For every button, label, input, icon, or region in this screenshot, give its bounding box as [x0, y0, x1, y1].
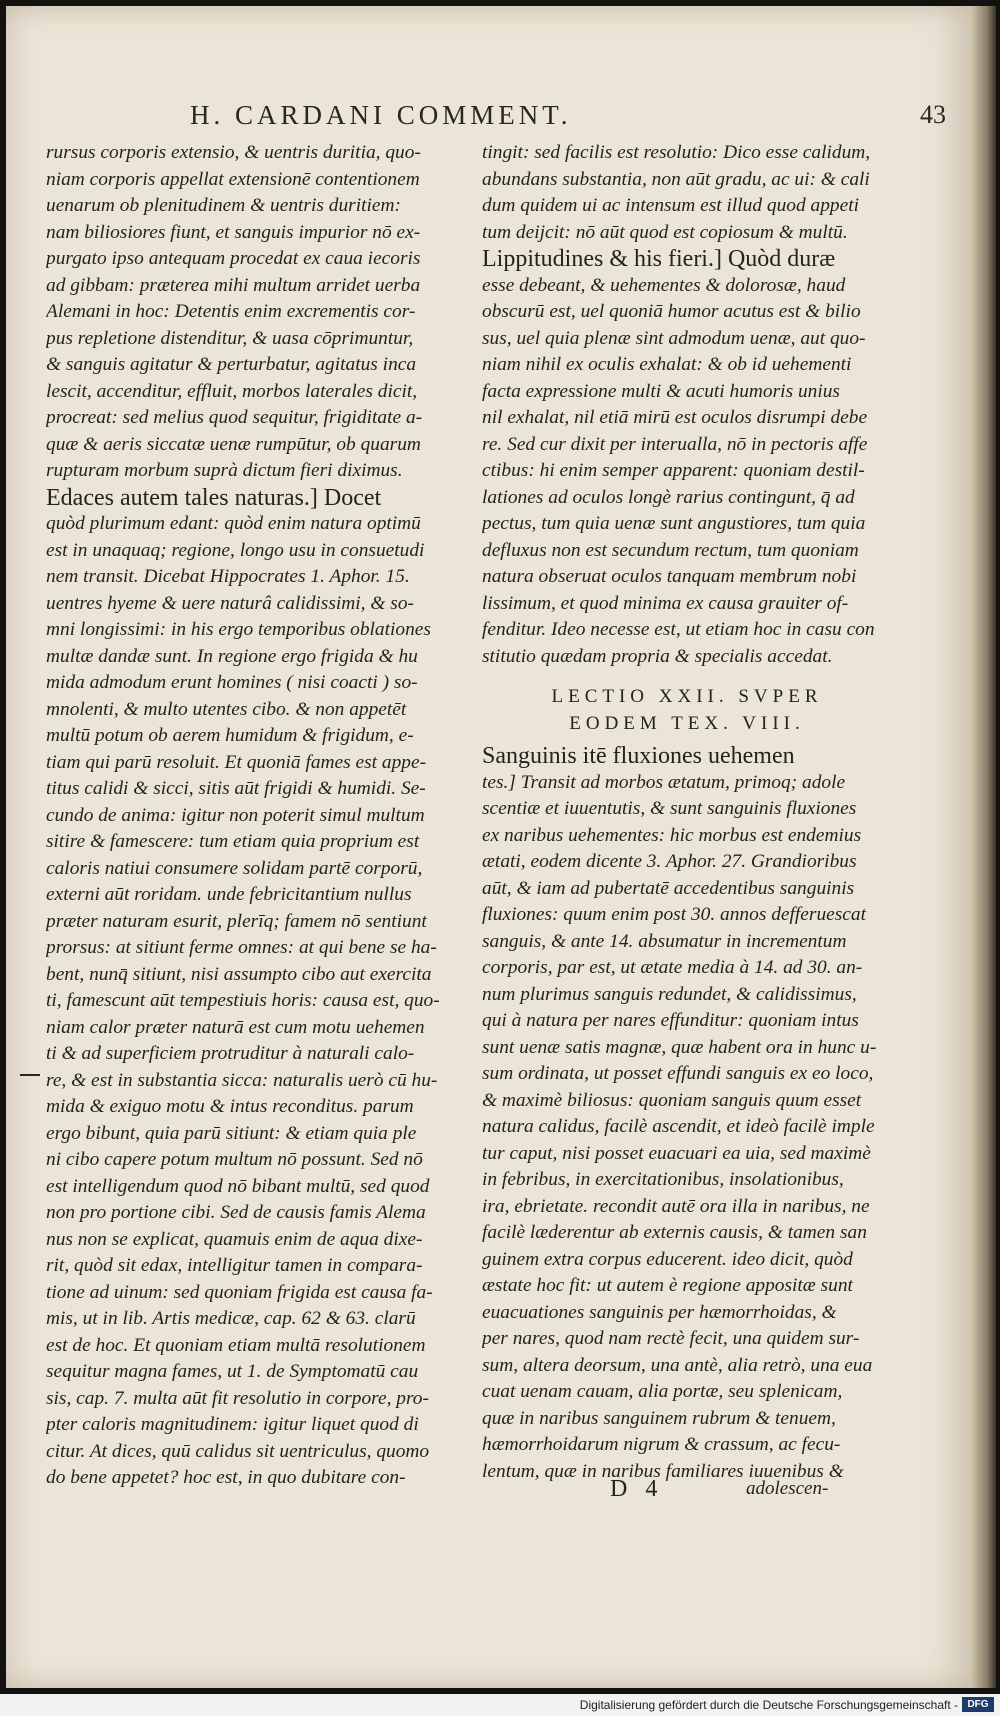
text-line: tiam qui parū resoluit. Et quoniā fames est appe- — [46, 751, 427, 773]
text-line: ex naribus uehementes: hic morbus est endemius — [482, 824, 862, 846]
text-line: euacuationes sanguinis per hæmorrhoidas, & — [482, 1301, 837, 1323]
text-line: niam calor præter naturā est cum motu uehemen — [46, 1016, 425, 1038]
text-line: pectus, tum quia uenæ sunt angustiores, tum quia — [482, 513, 866, 534]
text-line: citur. At dices, quū calidus sit uentriculus, quomo — [46, 1440, 430, 1462]
marginal-dash-mark — [20, 1074, 40, 1076]
text-line: nem transit. Dicebat Hippocrates 1. Aphor. 15. — [46, 566, 410, 587]
text-line: defluxus non est secundum rectum, tum quoniam — [482, 539, 859, 561]
dfg-logo: DFG — [962, 1697, 994, 1712]
text-line: lescit, accenditur, effluit, morbos laterales dicit, — [46, 380, 418, 402]
text-line: purgato ipso antequam procedat ex caua iecoris — [46, 248, 421, 269]
text-line: & maximè biliosus: quoniam sanguis quum esset — [482, 1089, 862, 1111]
text-line: tum deijcit: nō aūt quod est copiosum & multū. — [482, 221, 848, 243]
text-line: quæ & aeris siccatæ uenæ rumpūtur, ob quarum — [46, 433, 421, 455]
text-line: æstate hoc fit: ut autem è regione appositæ sunt — [482, 1275, 853, 1296]
text-line: caloris natiui consumere solidam partē corporū, — [46, 857, 423, 879]
signature-mark: D 4 — [610, 1476, 664, 1502]
text-line: ni cibo capere potum multum nō possunt. Sed nō — [46, 1149, 423, 1170]
text-line: mni longissimi: in his ergo temporibus oblationes — [46, 619, 431, 640]
text-line: cundo de anima: igitur non poterit simul multum — [46, 804, 425, 826]
text-line: ti, famescunt aūt tempestiuis horis: causa est, quo- — [46, 990, 440, 1011]
text-line: pus repletione distenditur, & uasa cōprimuntur, — [46, 327, 414, 349]
text-line: sum ordinata, ut posset effundi sanguis ex eo loco, — [482, 1063, 874, 1084]
text-line: sus, uel quia plenæ sint admodum uenæ, aut quo- — [482, 327, 866, 349]
catchword: adolescen- — [746, 1478, 829, 1499]
text-line: mnolenti, & multo utentes cibo. & non appetēt — [46, 698, 407, 720]
text-line: natura calidus, facilè ascendit, et ideò facilè imple — [482, 1116, 875, 1137]
text-line: ti & ad superficiem protruditur à naturali calo- — [46, 1043, 415, 1064]
text-line: tione ad uinum: sed quoniam frigida est causa fa- — [46, 1281, 433, 1303]
text-line: multæ dandæ sunt. In regione ergo frigida & hu — [46, 645, 418, 667]
lemma-sanguinis: Sanguinis itē fluxiones uehemen — [482, 743, 795, 769]
text-line: rupturam morbum suprà dictum fieri diximus. — [46, 460, 403, 481]
text-line: titus calidi & sicci, sitis aūt frigidi & humidi. Se- — [46, 778, 426, 799]
text-line: quòd plurimum edant: quòd enim natura optimū — [46, 513, 421, 534]
text-line: qui à natura per nares effunditur: quoniam intus — [482, 1010, 859, 1031]
text-line: mida & exiguo motu & intus reconditus. parum — [46, 1096, 414, 1117]
text-line: præter naturam esurit, plerīq; famem nō sentiunt — [46, 910, 427, 932]
text-line: mida admodum erunt homines ( nisi coacti ) so- — [46, 672, 418, 693]
text-line: nam biliosiores fiunt, et sanguis impurior nō ex- — [46, 221, 421, 243]
text-line: mis, ut in lib. Artis medicæ, cap. 62 & 63. clarū — [46, 1308, 416, 1329]
text-line: sis, cap. 7. multa aūt fit resolutio in corpore, pro- — [46, 1387, 429, 1409]
text-line: niam nihil ex oculis exhalat: & ob id uehementi — [482, 354, 852, 375]
text-line: rit, quòd sit edax, intelligitur tamen in compara- — [46, 1255, 423, 1276]
text-line: ad gibbam: præterea mihi multum arridet uerba — [46, 274, 421, 296]
text-line: nil exhalat, nil etiā mirū est oculos disrumpi debe — [482, 407, 868, 428]
text-line: uenarum ob plenitudinem & uentris duritiem: — [46, 195, 401, 216]
text-line: est in unaquaq; regione, longo usu in consuetudi — [46, 539, 425, 561]
text-line: externi aūt roridam. unde febricitantium nullus — [46, 884, 412, 905]
text-line: nus non se explicat, quamuis enim de aqua dixe- — [46, 1228, 423, 1250]
text-line: tur caput, nisi posset euacuari ea uia, sed maximè — [482, 1142, 871, 1164]
text-line: num plurimus sanguis redundet, & calidissimus, — [482, 983, 857, 1005]
text-line: rursus corporis extensio, & uentris duritia, quo- — [46, 142, 421, 163]
text-line: fluxiones: quum enim post 30. annos defferuescat — [482, 904, 866, 925]
text-line: tingit: sed facilis est resolutio: Dico esse calidum, — [482, 142, 871, 163]
text-line: non pro portione cibi. Sed de causis famis Alema — [46, 1202, 426, 1223]
text-line: natura obseruat oculos tanquam membrum nobi — [482, 566, 857, 587]
text-line: multū potum ob aerem humidum & frigidum, e- — [46, 725, 414, 746]
text-line: est intelligendum quod nō bibant multū, sed quod — [46, 1175, 430, 1197]
section-heading-line-2: EODEM TEX. VIII. — [569, 712, 805, 734]
text-line: uentres hyeme & uere naturâ calidissimi, & so- — [46, 592, 415, 614]
page-fore-edge — [972, 6, 996, 1688]
section-heading-line-1: LECTIO XXII. SVPER — [551, 686, 823, 707]
text-line: stitutio quædam propria & specialis accedat. — [482, 645, 833, 667]
text-line: lissimum, et quod minima ex causa grauiter of- — [482, 592, 849, 614]
text-line: procreat: sed melius quod sequitur, frigiditate a- — [46, 407, 423, 428]
text-line: esse debeant, & uehementes & dolorosæ, haud — [482, 274, 846, 296]
text-line: facilè læderentur ab externis causis, & tamen san — [482, 1222, 867, 1243]
text-line: pter caloris magnitudinem: igitur liquet quod di — [46, 1414, 419, 1435]
text-line: abundans substantia, non aūt gradu, ac ui: & cali — [482, 168, 870, 190]
text-line: prorsus: at sitiunt ferme omnes: at qui bene se ha- — [46, 937, 437, 958]
text-line: Alemani in hoc: Detentis enim excrementis cor- — [46, 301, 416, 322]
text-line: corporis, par est, ut ætate media à 14. ad 30. an- — [482, 957, 863, 978]
text-line: dum quidem ui ac intensum est illud quod appeti — [482, 195, 860, 216]
text-line: niam corporis appellat extensionē contentionem — [46, 168, 420, 190]
running-head: H. CARDANI COMMENT. — [190, 100, 572, 130]
text-line: guinem extra corpus educerent. ideo dicit, quòd — [482, 1248, 853, 1270]
text-line: per nares, quod nam rectè fecit, una quidem sur- — [482, 1328, 860, 1349]
text-line: do bene appetet? hoc est, in quo dubitare con- — [46, 1467, 406, 1488]
text-line: & sanguis agitatur & perturbatur, agitatus inca — [46, 354, 417, 375]
text-line: quæ in naribus sanguinem rubrum & tenuem, — [482, 1407, 836, 1429]
text-line: scentiæ et iuuentutis, & sunt sanguinis fluxiones — [482, 798, 857, 819]
text-line: obscurū est, uel quoniā humor acutus est & bilio — [482, 301, 861, 322]
text-line: sum, altera deorsum, una antè, alia retrò, una eua — [482, 1354, 873, 1376]
text-line: lentum, quæ in naribus familiares iuuenibus & — [482, 1460, 844, 1482]
text-line: aūt, & iam ad pubertatē accedentibus sanguinis — [482, 877, 855, 899]
text-line: in febribus, in exercitationibus, insolationibus, — [482, 1169, 844, 1190]
text-line: est de hoc. Et quoniam etiam multā resolutionem — [46, 1334, 426, 1356]
text-line: ætati, eodem dicente 3. Aphor. 27. Grandioribus — [482, 851, 857, 872]
lemma-edaces: Edaces autem tales naturas.] Docet — [46, 484, 382, 511]
text-line: lationes ad oculos longè rarius contingunt, q̄ ad — [482, 486, 855, 508]
page-number: 43 — [920, 100, 946, 129]
left-text-column — [46, 140, 456, 1492]
text-line: ctibus: hi enim semper apparent: quoniam destil- — [482, 460, 865, 481]
text-line: tes.] Transit ad morbos ætatum, primoq; adole — [482, 771, 846, 793]
text-line: fenditur. Ideo necesse est, ut etiam hoc in casu con — [482, 619, 875, 640]
text-line: sunt uenæ satis magnæ, quæ habent ora in hunc u- — [482, 1036, 877, 1058]
text-line: bent, nunq̄ sitiunt, nisi assumpto cibo aut exercita — [46, 963, 432, 985]
digitization-footer — [0, 1694, 1000, 1716]
right-text-column — [482, 140, 892, 1485]
text-line: ergo bibunt, quia parū sitiunt: & etiam quia ple — [46, 1122, 417, 1144]
text-line: sequitur magna fames, ut 1. de Symptomatū cau — [46, 1361, 419, 1382]
text-line: cuat uenam cauam, alia portæ, seu splenicam, — [482, 1381, 843, 1402]
text-line: sanguis, & ante 14. absumatur in incrementum — [482, 930, 847, 952]
text-line: re, & est in substantia sicca: naturalis uerò cū hu- — [46, 1069, 438, 1091]
text-line: ira, ebrietate. recondit autē ora illa in naribus, ne — [482, 1195, 870, 1217]
text-line: facta expressione multi & acuti humoris unius — [482, 380, 840, 402]
funding-notice: Digitalisierung gefördert durch die Deutsche Forschungsgemeinschaft - — [579, 1698, 958, 1712]
text-line: sitire & famescere: tum etiam quia proprium est — [46, 831, 420, 852]
lemma-lippitudines: Lippitudines & his fieri.] Quòd duræ — [482, 246, 836, 272]
text-line: re. Sed cur dixit per interualla, nō in pectoris affe — [482, 433, 868, 455]
text-line: hæmorrhoidarum nigrum & crassum, ac fecu- — [482, 1434, 841, 1455]
